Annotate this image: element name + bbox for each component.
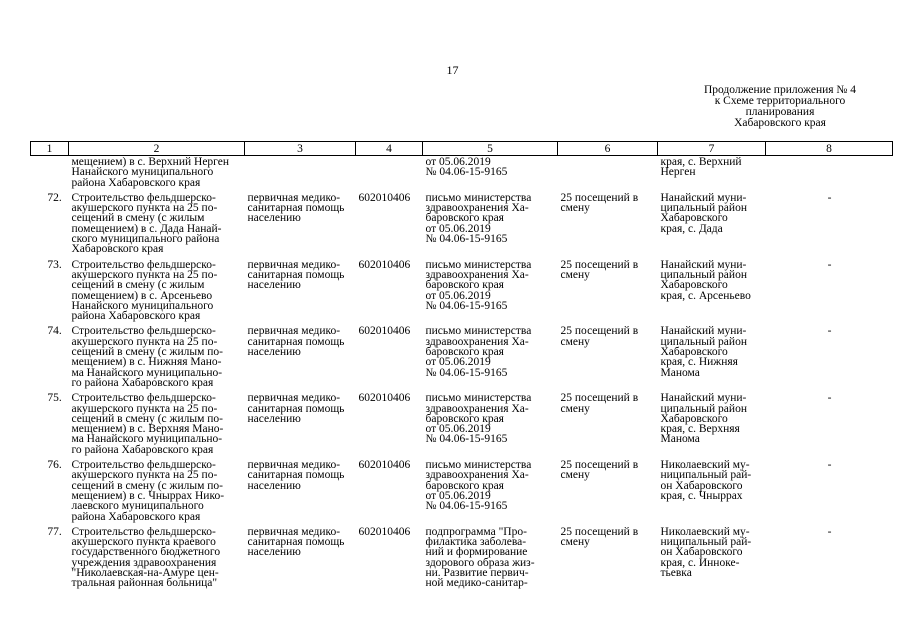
note-cell: -	[827, 258, 832, 271]
cell-text-line: населению	[247, 412, 301, 425]
cell-text-line: помещением) в с. Дада Нанай-	[71, 222, 222, 235]
cell-text-line: № 04.06-15-9165	[425, 500, 508, 513]
cell-text-line: смену	[560, 202, 590, 215]
cell-text-line: сещений в смену (с жилым	[71, 279, 205, 292]
cell-text-line: района Хабаровского края	[71, 510, 201, 523]
cell-text-line: Хабаровского	[660, 346, 728, 359]
cell-text-line: ниципальный рай-	[660, 536, 752, 549]
purpose-cell	[245, 524, 356, 591]
cell-text-line: района Хабаровского края	[71, 176, 201, 189]
basis-document-cell	[423, 190, 558, 257]
cell-text-line: первичная медико-	[247, 525, 341, 538]
table-header-row	[31, 142, 893, 156]
cell-text-line: ма Нанайского муниципально-	[71, 366, 223, 379]
table-body	[31, 156, 893, 591]
cell-text-line: акушерского пункта на 25 по-	[71, 268, 218, 281]
cell-text-line: края, с. Инноке-	[660, 556, 740, 569]
page-number: 17	[446, 63, 459, 77]
cell-text-line: здравоохранения Ха-	[425, 268, 529, 281]
cell-text-line: филактика заболева-	[425, 536, 527, 549]
note-cell: -	[827, 525, 832, 538]
cell-text-line: баровского края	[425, 479, 504, 492]
cell-text-line: первичная медико-	[247, 459, 341, 472]
appendix-continuation-note	[660, 85, 900, 129]
basis-document-cell	[423, 457, 558, 524]
basis-document-cell	[423, 390, 558, 457]
code-cell: 602010406	[358, 459, 411, 472]
cell-text-line: го района Хабаровского края	[71, 443, 214, 456]
cell-text-line: Хабаровского края	[71, 243, 164, 256]
continuation-line: Продолжение приложения № 4	[703, 84, 857, 96]
cell-text-line: тральная районная больница"	[71, 577, 218, 590]
cell-text-line: населению	[247, 212, 301, 225]
cell-text-line: первичная медико-	[247, 392, 341, 405]
capacity-cell	[558, 524, 658, 591]
cell-text-line: "Николаевская-на-Амуре цен-	[71, 566, 219, 579]
cell-text-line: здравоохранения Ха-	[425, 402, 529, 415]
cell-text-line: № 04.06-15-9165	[425, 366, 508, 379]
cell-text-line: населению	[247, 479, 301, 492]
cell-text-line: Хабаровского	[660, 212, 728, 225]
cell-text-line: от 05.06.2019	[425, 423, 491, 436]
cell-text-line: учреждения здравоохранения	[71, 556, 217, 569]
cell-text-line: смену	[560, 402, 590, 415]
table-row	[31, 524, 893, 591]
cell-text-line: подпрограмма "Про-	[425, 525, 527, 538]
note-cell: -	[827, 191, 832, 204]
cell-text-line: сещений в смену (с жилым	[71, 212, 205, 225]
cell-text-line: Николаевский му-	[660, 525, 750, 538]
cell-text-line: 25 посещений в	[560, 325, 639, 338]
cell-text-line: 25 посещений в	[560, 191, 639, 204]
cell-text-line: баровского края	[425, 212, 504, 225]
cell-text-line: населению	[247, 279, 301, 292]
cell-text-line: ни. Развитие первич-	[425, 566, 529, 579]
location-cell	[658, 257, 766, 324]
row-number	[31, 156, 69, 190]
cell-text-line: акушерского пункта на 25 по-	[71, 402, 218, 415]
cell-text-line: санитарная помощь	[247, 268, 345, 281]
facilities-table	[30, 141, 893, 591]
row-number: 76.	[47, 459, 62, 472]
cell-text-line: Нанайский муни-	[660, 325, 747, 338]
location-cell	[658, 190, 766, 257]
purpose-cell	[245, 323, 356, 390]
cell-text-line: смену	[560, 335, 590, 348]
cell-text-line: от 05.06.2019	[425, 156, 491, 168]
table-row	[31, 156, 893, 190]
column-header: 5	[423, 142, 558, 156]
cell-text-line: ной медико-санитар-	[425, 577, 528, 590]
location-cell	[658, 323, 766, 390]
cell-text-line: Хабаровского	[660, 412, 728, 425]
cell-text-line: № 04.06-15-9165	[425, 299, 508, 312]
cell-text-line: Строительство фельдшерско-	[71, 459, 216, 472]
cell-text-line: ний и формирование	[425, 546, 528, 559]
cell-text-line: санитарная помощь	[247, 402, 345, 415]
column-header: 2	[69, 142, 245, 156]
note-cell	[766, 156, 893, 190]
cell-text-line: ниципальный рай-	[660, 469, 752, 482]
project-name-cell	[69, 257, 245, 324]
cell-text-line: здравоохранения Ха-	[425, 335, 529, 348]
cell-text-line: ципальный район	[660, 268, 747, 281]
cell-text-line: письмо министерства	[425, 325, 532, 338]
cell-text-line: мещением) в с. Нижняя Мано-	[71, 356, 222, 369]
cell-text-line: санитарная помощь	[247, 536, 345, 549]
capacity-cell	[558, 257, 658, 324]
purpose-cell	[245, 257, 356, 324]
code-cell: 602010406	[358, 325, 411, 338]
note-cell: -	[827, 459, 832, 472]
cell-text-line: первичная медико-	[247, 191, 341, 204]
cell-text-line: края, с. Нижняя	[660, 356, 738, 369]
cell-text-line: Нанайский муни-	[660, 191, 747, 204]
purpose-cell	[245, 190, 356, 257]
location-cell	[658, 390, 766, 457]
cell-text-line: помещением) в с. Арсеньево	[71, 289, 213, 302]
project-name-cell	[69, 524, 245, 591]
code-cell: 602010406	[358, 392, 411, 405]
cell-text-line: Строительство фельдшерско-	[71, 258, 216, 271]
cell-text-line: письмо министерства	[425, 191, 532, 204]
cell-text-line: здравоохранения Ха-	[425, 469, 529, 482]
cell-text-line: письмо министерства	[425, 459, 532, 472]
cell-text-line: Строительство фельдшерско-	[71, 191, 216, 204]
column-header: 4	[356, 142, 423, 156]
table-row	[31, 390, 893, 457]
purpose-cell	[245, 156, 356, 190]
cell-text-line: здравоохранения Ха-	[425, 202, 529, 215]
cell-text-line: здорового образа жиз-	[425, 556, 535, 569]
column-header: 8	[766, 142, 893, 156]
cell-text-line: смену	[560, 469, 590, 482]
purpose-cell	[245, 390, 356, 457]
cell-text-line: Нанайский муни-	[660, 258, 747, 271]
cell-text-line: от 05.06.2019	[425, 489, 491, 502]
cell-text-line: баровского края	[425, 412, 504, 425]
cell-text-line: сещений в смену (с жилым по-	[71, 412, 223, 425]
note-cell: -	[827, 392, 832, 405]
cell-text-line: края, с. Арсеньево	[660, 289, 751, 302]
cell-text-line: населению	[247, 346, 301, 359]
table-row	[31, 457, 893, 524]
basis-document-cell	[423, 323, 558, 390]
capacity-cell	[558, 156, 658, 190]
capacity-cell	[558, 457, 658, 524]
code-cell: 602010406	[358, 258, 411, 271]
location-cell	[658, 457, 766, 524]
cell-text-line: Нерген	[660, 166, 696, 179]
cell-text-line: государственного бюджетного	[71, 546, 221, 559]
cell-text-line: Нанайского муниципального	[71, 299, 214, 312]
cell-text-line: ципальный район	[660, 335, 747, 348]
location-cell	[658, 524, 766, 591]
cell-text-line: акушерского пункта на 25 по-	[71, 335, 218, 348]
cell-text-line: края, с. Дада	[660, 222, 723, 235]
cell-text-line: № 04.06-15-9165	[425, 233, 508, 246]
cell-text-line: он Хабаровского	[660, 479, 743, 492]
table-row	[31, 190, 893, 257]
row-number: 75.	[47, 392, 62, 405]
cell-text-line: Манома	[660, 366, 700, 379]
cell-text-line: акушерского пункта на 25 по-	[71, 469, 218, 482]
cell-text-line: первичная медико-	[247, 258, 341, 271]
cell-text-line: баровского края	[425, 346, 504, 359]
cell-text-line: № 04.06-15-9165	[425, 433, 508, 446]
table-row	[31, 257, 893, 324]
cell-text-line: лаевского муниципального	[71, 500, 204, 513]
cell-text-line: Нанайского муниципального	[71, 166, 214, 179]
cell-text-line: населению	[247, 546, 301, 559]
cell-text-line: мещением) в с. Верхняя Мано-	[71, 423, 224, 436]
purpose-cell	[245, 457, 356, 524]
row-number: 73.	[47, 258, 62, 271]
cell-text-line: акушерского пункта краевого	[71, 536, 216, 549]
cell-text-line: от 05.06.2019	[425, 289, 491, 302]
project-name-cell	[69, 457, 245, 524]
cell-text-line: сещений в смену (с жилым по-	[71, 479, 223, 492]
cell-text-line: Строительство фельдшерско-	[71, 525, 216, 538]
cell-text-line: края, с. Верхний	[660, 156, 742, 168]
cell-text-line: смену	[560, 536, 590, 549]
cell-text-line: го района Хабаровского края	[71, 376, 214, 389]
cell-text-line: письмо министерства	[425, 392, 532, 405]
capacity-cell	[558, 323, 658, 390]
cell-text-line: мещением) в с. Верхний Нерген	[71, 156, 229, 168]
cell-text-line: санитарная помощь	[247, 469, 345, 482]
cell-text-line: от 05.06.2019	[425, 356, 491, 369]
cell-text-line: Строительство фельдшерско-	[71, 325, 216, 338]
column-header: 3	[245, 142, 356, 156]
project-name-cell	[69, 190, 245, 257]
table-row	[31, 323, 893, 390]
cell-text-line: ципальный район	[660, 202, 747, 215]
continuation-line: к Схеме территориального	[714, 95, 846, 107]
column-header: 7	[658, 142, 766, 156]
project-name-cell	[69, 156, 245, 190]
continuation-line: Хабаровского края	[734, 117, 826, 129]
code-cell: 602010406	[358, 191, 411, 204]
cell-text-line: санитарная помощь	[247, 335, 345, 348]
cell-text-line: сещений в смену (с жилым по-	[71, 346, 223, 359]
cell-text-line: первичная медико-	[247, 325, 341, 338]
cell-text-line: Строительство фельдшерско-	[71, 392, 216, 405]
location-cell	[658, 156, 766, 190]
cell-text-line: Николаевский му-	[660, 459, 750, 472]
cell-text-line: тьевка	[660, 566, 692, 579]
cell-text-line: 25 посещений в	[560, 525, 639, 538]
cell-text-line: баровского края	[425, 279, 504, 292]
column-header: 6	[558, 142, 658, 156]
project-name-cell	[69, 323, 245, 390]
row-number: 77.	[47, 525, 62, 538]
project-name-cell	[69, 390, 245, 457]
continuation-line: планирования	[745, 106, 815, 118]
cell-text-line: санитарная помощь	[247, 202, 345, 215]
cell-text-line: 25 посещений в	[560, 392, 639, 405]
cell-text-line: смену	[560, 268, 590, 281]
row-number: 72.	[47, 191, 62, 204]
capacity-cell	[558, 390, 658, 457]
capacity-cell	[558, 190, 658, 257]
cell-text-line: района Хабаровского края	[71, 310, 201, 323]
cell-text-line: № 04.06-15-9165	[425, 166, 508, 179]
cell-text-line: акушерского пункта на 25 по-	[71, 202, 218, 215]
cell-text-line: Нанайский муни-	[660, 392, 747, 405]
note-cell: -	[827, 325, 832, 338]
cell-text-line: письмо министерства	[425, 258, 532, 271]
basis-document-cell	[423, 257, 558, 324]
cell-text-line: Манома	[660, 433, 700, 446]
cell-text-line: ского муниципального района	[71, 233, 220, 246]
row-number: 74.	[47, 325, 62, 338]
code-cell	[356, 156, 423, 190]
cell-text-line: края, с. Чныррах	[660, 489, 743, 502]
column-header: 1	[31, 142, 69, 156]
cell-text-line: Хабаровского	[660, 279, 728, 292]
cell-text-line: мещением) в с. Чныррах Нико-	[71, 489, 225, 502]
basis-document-cell	[423, 524, 558, 591]
cell-text-line: 25 посещений в	[560, 459, 639, 472]
cell-text-line: он Хабаровского	[660, 546, 743, 559]
cell-text-line: ма Нанайского муниципально-	[71, 433, 223, 446]
cell-text-line: 25 посещений в	[560, 258, 639, 271]
cell-text-line: от 05.06.2019	[425, 222, 491, 235]
basis-document-cell	[423, 156, 558, 190]
cell-text-line: ципальный район	[660, 402, 747, 415]
cell-text-line: края, с. Верхняя	[660, 423, 740, 436]
code-cell: 602010406	[358, 525, 411, 538]
